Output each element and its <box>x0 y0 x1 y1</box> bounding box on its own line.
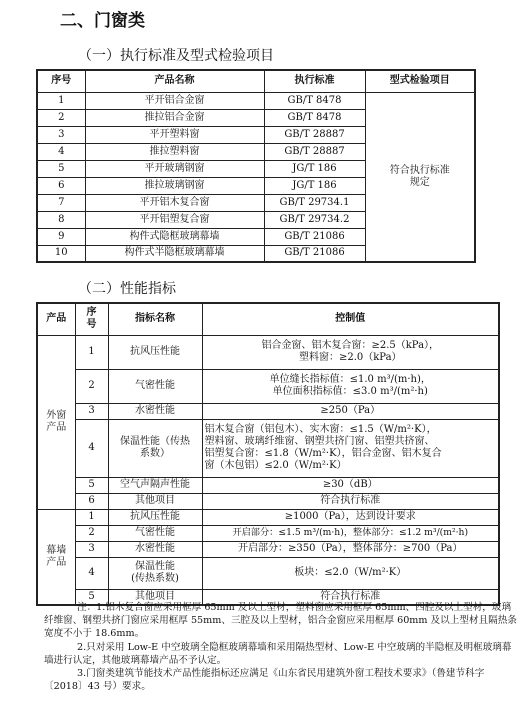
row-no: 3 <box>75 403 108 419</box>
row-indicator: 抗风压性能 <box>108 509 202 525</box>
row-standard: GB/T 29734.1 <box>264 194 365 211</box>
row-indicator: 气密性能 <box>108 369 202 403</box>
col-header-no: 序号 <box>37 70 85 92</box>
notes <box>44 601 518 693</box>
row-no: 2 <box>37 109 85 126</box>
group-window-products: 外窗产品 <box>37 335 75 509</box>
row-control: 开启部分：≤1.5 m³/(m·h)，整体部分：≤1.2 m³/(m²·h) <box>202 525 499 541</box>
row-no: 5 <box>75 589 108 605</box>
col-header-no-line1: 序 <box>86 307 97 319</box>
row-control: 符合执行标准 <box>202 493 499 509</box>
row-product: 平开塑料窗 <box>85 126 264 143</box>
type-test-merged-cell <box>365 92 475 262</box>
row-standard: JG/T 186 <box>264 160 365 177</box>
row-product: 构件式半隐框玻璃幕墙 <box>85 245 264 262</box>
section-title: 二、门窗类 <box>60 11 145 31</box>
row-indicator: 空气声隔声性能 <box>108 477 202 493</box>
row-indicator: 抗风压性能 <box>108 335 202 369</box>
row-product: 推拉塑料窗 <box>85 143 264 160</box>
table-row <box>37 525 499 541</box>
table-header-row <box>37 303 499 335</box>
performance-table <box>36 302 500 606</box>
table-row <box>37 541 499 557</box>
row-product: 平开铝木复合窗 <box>85 194 264 211</box>
row-control-line1: 铝合金窗、铝木复合窗：≥2.5（kPa）， <box>261 340 440 351</box>
row-standard: GB/T 28887 <box>264 126 365 143</box>
row-indicator: 其他项目 <box>108 493 202 509</box>
table-row <box>37 493 499 509</box>
row-no: 5 <box>37 160 85 177</box>
row-indicator: 水密性能 <box>108 403 202 419</box>
note-2: 2.只对采用 Low-E 中空玻璃全隐框玻璃幕墙和采用隔热型材、Low-E 中空玻璃的半隐框及明框玻璃幕墙进行认定，其他玻璃幕墙产品不予认定。 <box>44 641 512 666</box>
row-no: 2 <box>75 525 108 541</box>
row-indicator-line2: 系数） <box>140 448 170 459</box>
row-control: ≥1000（Pa），达到设计要求 <box>202 509 499 525</box>
col-header-product: 产品 <box>37 303 75 335</box>
row-standard: GB/T 28887 <box>264 143 365 160</box>
table-row <box>37 509 499 525</box>
row-control-line2: 塑料窗：≥2.0（kPa） <box>298 352 402 363</box>
row-control: 开启部分：≥350（Pa），整体部分：≥700（Pa） <box>202 541 499 557</box>
row-control-line1: 单位缝长指标值：≤1.0 m³/(m·h)， <box>269 374 431 385</box>
col-header-no-line2: 号 <box>86 319 97 331</box>
row-standard: GB/T 8478 <box>264 92 365 109</box>
row-no: 6 <box>75 493 108 509</box>
row-control-line1: 铝木复合窗（铝包木）、实木窗：≤1.5（W/m²·K）， <box>204 424 437 435</box>
standards-table <box>36 69 476 263</box>
col-header-no <box>75 303 108 335</box>
row-control-line4: 窗（木包铝）≤2.0（W/m²·K） <box>204 460 347 471</box>
table-row <box>37 335 499 369</box>
row-no: 8 <box>37 211 85 228</box>
row-standard: GB/T 21086 <box>264 228 365 245</box>
row-no: 9 <box>37 228 85 245</box>
row-indicator: 其他项目 <box>108 589 202 605</box>
note-1: 注：1.铝木复合窗应采用框厚 65mm 及以上型材，塑料窗应采用框厚 65mm、四腔及以上型材，玻璃纤维窗、钢塑共挤门窗应采用框厚 55mm、三腔及以上型材，铝合金窗应采用框厚 60mm 及以上型材且隔热条宽度不小于 18.6mm。 <box>44 602 517 640</box>
subsection-title-performance: （二）性能指标 <box>78 281 176 297</box>
row-product: 构件式隐框玻璃幕墙 <box>85 228 264 245</box>
row-indicator-line2: (传热系数) <box>131 573 179 584</box>
row-product: 平开铝合金窗 <box>85 92 264 109</box>
row-no: 4 <box>75 557 108 589</box>
row-indicator: 气密性能 <box>108 525 202 541</box>
row-product: 推拉铝合金窗 <box>85 109 264 126</box>
row-no: 2 <box>75 369 108 403</box>
row-no: 6 <box>37 177 85 194</box>
row-indicator <box>108 557 202 589</box>
table-row <box>37 92 475 109</box>
row-no: 5 <box>75 477 108 493</box>
row-product: 推拉玻璃钢窗 <box>85 177 264 194</box>
table-row <box>37 477 499 493</box>
table-row <box>37 369 499 403</box>
row-standard: GB/T 8478 <box>264 109 365 126</box>
row-control-line3: 铝塑复合窗：≤1.8（W/m²·K），铝合金窗、铝木复合 <box>204 448 442 459</box>
col-header-indicator: 指标名称 <box>108 303 202 335</box>
table-row <box>37 557 499 589</box>
col-header-standard: 执行标准 <box>264 70 365 92</box>
row-product: 平开玻璃钢窗 <box>85 160 264 177</box>
row-no: 4 <box>37 143 85 160</box>
row-indicator-line1: 保温性能（传热 <box>120 436 190 447</box>
row-standard: JG/T 186 <box>264 177 365 194</box>
table-row <box>37 403 499 419</box>
row-control <box>202 419 499 477</box>
row-indicator-line1: 保温性能 <box>135 561 175 572</box>
row-standard: GB/T 21086 <box>264 245 365 262</box>
table-header-row <box>37 70 475 92</box>
row-no: 1 <box>75 509 108 525</box>
type-test-line2: 规定 <box>409 176 430 188</box>
note-3: 3.门窗类建筑节能技术产品性能指标还应满足《山东省民用建筑外窗工程技术要求》（鲁建节科字〔2018〕43 号）要求。 <box>44 668 485 693</box>
row-control <box>202 369 499 403</box>
row-no: 1 <box>75 335 108 369</box>
row-no: 10 <box>37 245 85 262</box>
subsection-title-standards: （一）执行标准及型式检验项目 <box>78 48 274 64</box>
row-no: 3 <box>37 126 85 143</box>
group-curtain-wall-products: 幕墙产品 <box>37 509 75 605</box>
row-no: 7 <box>37 194 85 211</box>
row-indicator: 水密性能 <box>108 541 202 557</box>
type-test-line1: 符合执行标准 <box>389 164 450 176</box>
row-no: 1 <box>37 92 85 109</box>
row-indicator <box>108 419 202 477</box>
row-standard: GB/T 29734.2 <box>264 211 365 228</box>
row-no: 4 <box>75 419 108 477</box>
row-control-line2: 塑料窗、玻璃纤维窗、钢塑共挤门窗、铝塑共挤窗、 <box>204 436 435 447</box>
row-no: 3 <box>75 541 108 557</box>
row-control: 板块：≤2.0（W/m²·K） <box>202 557 499 589</box>
col-header-product: 产品名称 <box>85 70 264 92</box>
col-header-control: 控制值 <box>202 303 499 335</box>
table-row <box>37 419 499 477</box>
row-control-line2: 单位面积指标值：≤3.0 m³/(m²·h) <box>272 386 428 397</box>
row-control <box>202 335 499 369</box>
col-header-type-test: 型式检验项目 <box>365 70 475 92</box>
row-product: 平开铝塑复合窗 <box>85 211 264 228</box>
row-control: ≥250（Pa） <box>202 403 499 419</box>
row-control: 符合执行标准 <box>202 589 499 605</box>
row-control: ≥30（dB） <box>202 477 499 493</box>
